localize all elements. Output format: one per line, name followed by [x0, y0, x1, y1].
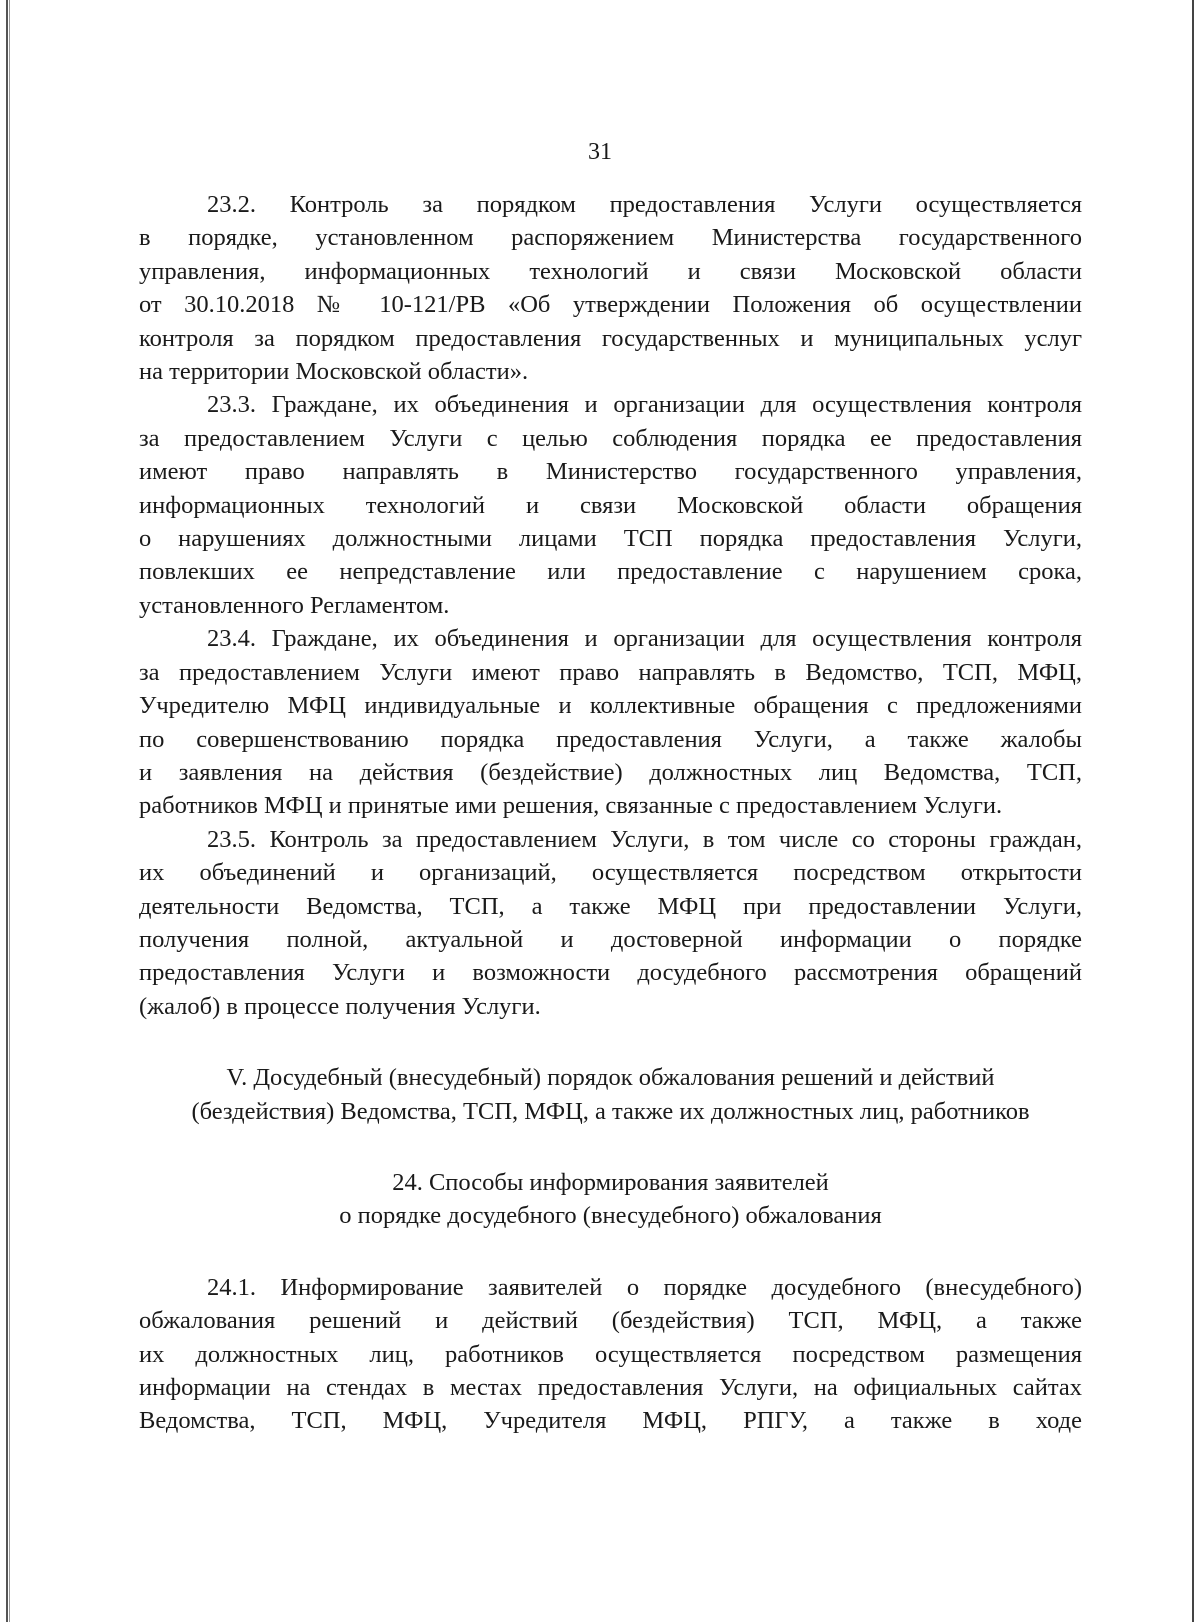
paragraph-line: на территории Московской области». — [139, 358, 529, 386]
paragraph-line: за предоставлением Услуги имеют право направлять в Ведомство, ТСП, МФЦ, — [139, 658, 1082, 686]
paragraph-line: получения полной, актуальной и достоверной информации о порядке — [139, 925, 1082, 953]
section-heading-line: V. Досудебный (внесудебный) порядок обжалования решений и действий — [226, 1064, 995, 1092]
paragraph-23-5 — [139, 823, 1082, 1023]
subsection-heading-line: о порядке досудебного (внесудебного) обжалования — [339, 1202, 882, 1230]
paragraph-line: и заявления на действия (бездействие) должностных лиц Ведомства, ТСП, — [139, 758, 1082, 786]
paragraph-line: 23.4. Граждане, их объединения и организации для осуществления контроля — [207, 625, 1082, 653]
paragraph-line: деятельности Ведомства, ТСП, а также МФЦ при предоставлении Услуги, — [139, 892, 1082, 920]
paragraph-line: работников МФЦ и принятые ими решения, связанные с предоставлением Услуги. — [139, 792, 1003, 820]
paragraph-line: Учредителю МФЦ индивидуальные и коллективные обращения с предложениями — [139, 692, 1082, 720]
paragraph-line: Ведомства, ТСП, МФЦ, Учредителя МФЦ, РПГУ, а также в ходе — [139, 1407, 1082, 1435]
page-number: 31 — [588, 139, 612, 165]
paragraph-line: за предоставлением Услуги с целью соблюдения порядка ее предоставления — [139, 424, 1082, 452]
paragraph-line: 24.1. Информирование заявителей о порядке досудебного (внесудебного) — [207, 1273, 1082, 1301]
section-heading — [139, 1061, 1082, 1128]
paragraph-line: 23.5. Контроль за предоставлением Услуги, в том числе со стороны граждан, — [207, 825, 1082, 853]
paragraph-line: установленного Регламентом. — [139, 591, 450, 619]
paragraph-24-1 — [139, 1271, 1082, 1438]
paragraph-line: в порядке, установленном распоряжением Министерства государственного — [139, 224, 1082, 252]
scan-edge-left-inner — [9, 0, 10, 1622]
section-heading-line: (бездействия) Ведомства, ТСП, МФЦ, а также их должностных лиц, работников — [191, 1097, 1030, 1125]
paragraph-line: от 30.10.2018 № 10-121/РВ «Об утверждении Положения об осуществлении — [139, 291, 1082, 319]
paragraph-line: повлекших ее непредставление или предоставление с нарушением срока, — [139, 558, 1082, 586]
spacer — [139, 1233, 1082, 1271]
subsection-heading-line: 24. Способы информирования заявителей — [392, 1168, 829, 1196]
paragraph-line: о нарушениях должностными лицами ТСП порядка предоставления Услуги, — [139, 525, 1082, 553]
paragraph-line: информации на стендах в местах предоставления Услуги, на официальных сайтах — [139, 1374, 1082, 1401]
paragraph-line: 23.3. Граждане, их объединения и организации для осуществления контроля — [207, 391, 1082, 419]
paragraph-23-3 — [139, 388, 1082, 622]
scan-edge-left — [6, 0, 8, 1622]
paragraph-line: контроля за порядком предоставления государственных и муниципальных услуг — [139, 324, 1082, 352]
paragraph-line: 23.2. Контроль за порядком предоставления Услуги осуществляется — [207, 191, 1082, 218]
paragraph-23-4 — [139, 622, 1082, 822]
paragraph-line: информационных технологий и связи Московской области обращения — [139, 491, 1082, 519]
paragraph-line: их должностных лиц, работников осуществляется посредством размещения — [139, 1340, 1082, 1368]
subsection-heading — [139, 1166, 1082, 1233]
paragraph-line: (жалоб) в процессе получения Услуги. — [139, 992, 541, 1020]
paragraph-line: управления, информационных технологий и связи Московской области — [139, 257, 1082, 285]
paragraph-line: предоставления Услуги и возможности досудебного рассмотрения обращений — [139, 959, 1082, 987]
paragraph-line: обжалования решений и действий (бездействия) ТСП, МФЦ, а также — [139, 1307, 1082, 1335]
paragraph-line: их объединений и организаций, осуществляется посредством открытости — [139, 859, 1082, 887]
paragraph-line: имеют право направлять в Министерство государственного управления, — [139, 458, 1082, 486]
scan-edge-right — [1192, 0, 1194, 1622]
document-body — [139, 188, 1082, 1438]
paragraph-23-2 — [139, 188, 1082, 388]
paragraph-line: по совершенствованию порядка предоставления Услуги, а также жалобы — [139, 725, 1082, 753]
